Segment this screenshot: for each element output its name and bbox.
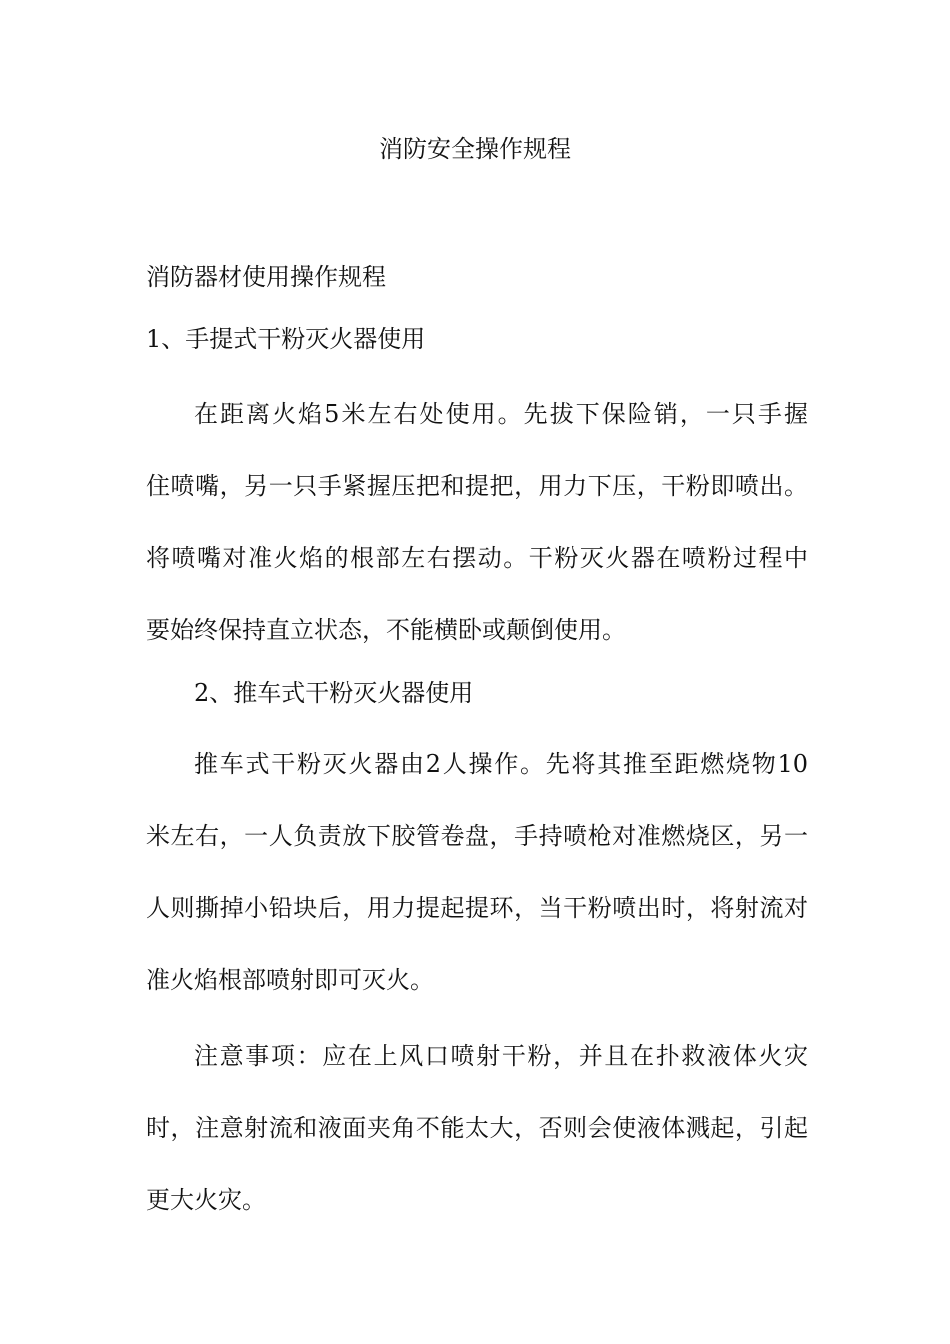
paragraph-line: 准火焰根部喷射即可灭火。: [146, 966, 434, 994]
item2-heading: 2、推车式干粉灭火器使用: [194, 679, 474, 707]
paragraph-line: 注意事项：应在上风口喷射干粉，并且在扑救液体火灾: [194, 1042, 808, 1070]
paragraph-line: 将喷嘴对准火焰的根部左右摆动。干粉灭火器在喷粉过程中: [146, 544, 808, 572]
paragraph-line: 时，注意射流和液面夹角不能太大，否则会使液体溅起，引起: [146, 1114, 808, 1142]
notes-paragraph: [146, 1020, 808, 1236]
document-body: [146, 256, 808, 1236]
paragraph-line: 要始终保持直立状态，不能横卧或颠倒使用。: [146, 616, 626, 644]
paragraph-line: 更大火灾。: [146, 1186, 266, 1214]
paragraph-line: 米左右，一人负责放下胶管卷盘，手持喷枪对准燃烧区，另一: [146, 822, 808, 850]
section-title: 消防器材使用操作规程: [146, 263, 386, 291]
item2-paragraph: [146, 728, 808, 1016]
item1-paragraph: [146, 378, 808, 666]
paragraph-line: 人则撕掉小铅块后，用力提起提环，当干粉喷出时，将射流对: [146, 894, 808, 922]
paragraph-line: 在距离火焰5米左右处使用。先拔下保险销，一只手握: [194, 400, 808, 428]
paragraph-line: 住喷嘴，另一只手紧握压把和提把，用力下压，干粉即喷出。: [146, 472, 808, 500]
item1-heading: 1、手提式干粉灭火器使用: [146, 325, 426, 353]
paragraph-line: 推车式干粉灭火器由2人操作。先将其推至距燃烧物10: [194, 750, 808, 778]
document-title: 消防安全操作规程: [379, 135, 571, 163]
